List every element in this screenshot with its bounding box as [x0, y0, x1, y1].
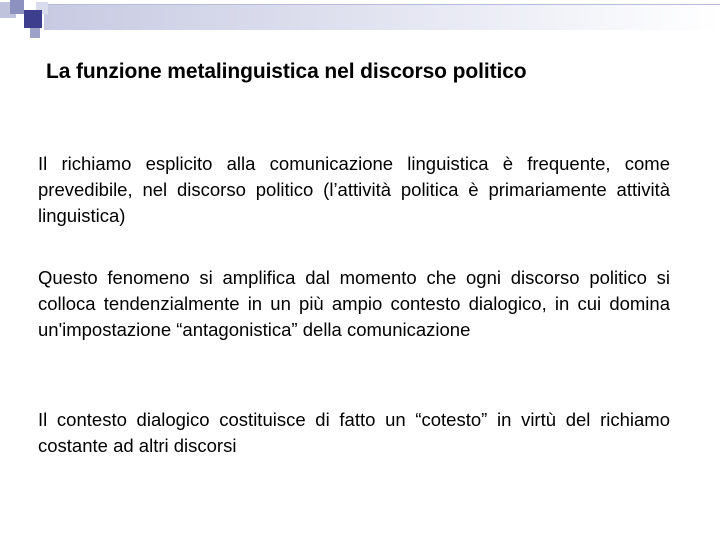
body-paragraph: Il contesto dialogico costituisce di fatto un “cotesto” in virtù del richiamo costante ad altri discorsi	[38, 409, 670, 456]
body-paragraph: Questo fenomeno si amplifica dal momento che ogni discorso politico si colloca tendenzialmente in un più ampio contesto dialogico, in cui domina un'impostazione “antagonistica” della comunicazione	[38, 267, 670, 340]
body-paragraph: Il richiamo esplicito alla comunicazione linguistica è frequente, come prevedibile, nel discorso politico (l’attività politica è primariamente attività linguistica)	[38, 153, 670, 226]
decor-square	[10, 0, 24, 14]
slide-title: La funzione metalinguistica nel discorso politico	[46, 60, 527, 83]
header-decoration	[0, 0, 720, 40]
decor-square	[30, 28, 40, 38]
decor-square	[24, 10, 42, 28]
header-band-edge	[44, 4, 720, 5]
header-gradient-band	[44, 4, 720, 30]
